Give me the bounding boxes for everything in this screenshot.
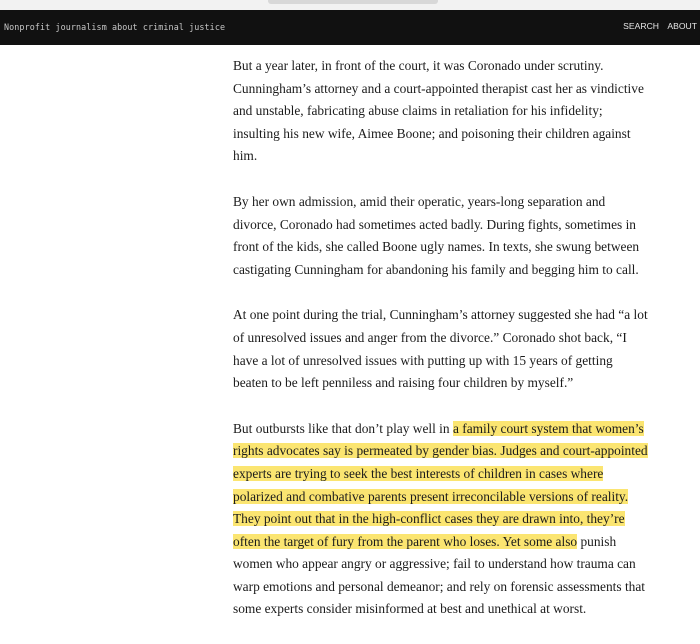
article-paragraph-highlighted	[233, 418, 648, 621]
paragraph-text: punish women who appear angry or aggressive; fail to understand how trauma can warp emotions and personal demeanor; and rely on forensic assessments that some experts consider misinformed at best and unethical at worst.	[233, 533, 646, 617]
site-tagline: Nonprofit journalism about criminal justice	[4, 22, 226, 32]
nav-search-link[interactable]: SEARCH	[623, 21, 659, 31]
highlighted-text: a family court system that women’s rights advocates say is permeated by gender bias. Judges and court-appointed experts are trying to seek the best interests of children in cases where polarized and combative parents present irreconcilable versions of reality. They point out that in the high-conflict cases they are drawn into, they’re often the target of fury from the parent who loses. Yet some also	[233, 420, 648, 549]
nav-about-link[interactable]: ABOUT	[667, 21, 697, 31]
site-navbar	[0, 10, 700, 45]
scroll-handle	[268, 0, 438, 4]
paragraph-text: But outbursts like that don’t play well in	[233, 420, 453, 436]
article-paragraph: By her own admission, amid their operatic, years-long separation and divorce, Coronado had sometimes acted badly. During fights, sometimes in front of the kids, she called Boone ugly names. In texts, she swung between castigating Cunningham for abandoning his family and begging him to call.	[233, 193, 640, 277]
article-body	[233, 55, 648, 644]
article-paragraph: But a year later, in front of the court, it was Coronado under scrutiny. Cunningham’s attorney and a court-appointed therapist cast her as vindictive and unstable, fabricating abuse claims in retaliation for his infidelity; insulting his new wife, Aimee Boone; and poisoning their children against him.	[233, 58, 644, 164]
article-paragraph: At one point during the trial, Cunningham’s attorney suggested she had “a lot of unresolved issues and anger from the divorce.” Coronado shot back, “I have a lot of unresolved issues with putting up with 15 years of getting beaten to be left penniless and raising four children by myself.”	[233, 307, 648, 391]
browser-top-strip	[0, 0, 700, 10]
nav-links	[617, 21, 697, 31]
